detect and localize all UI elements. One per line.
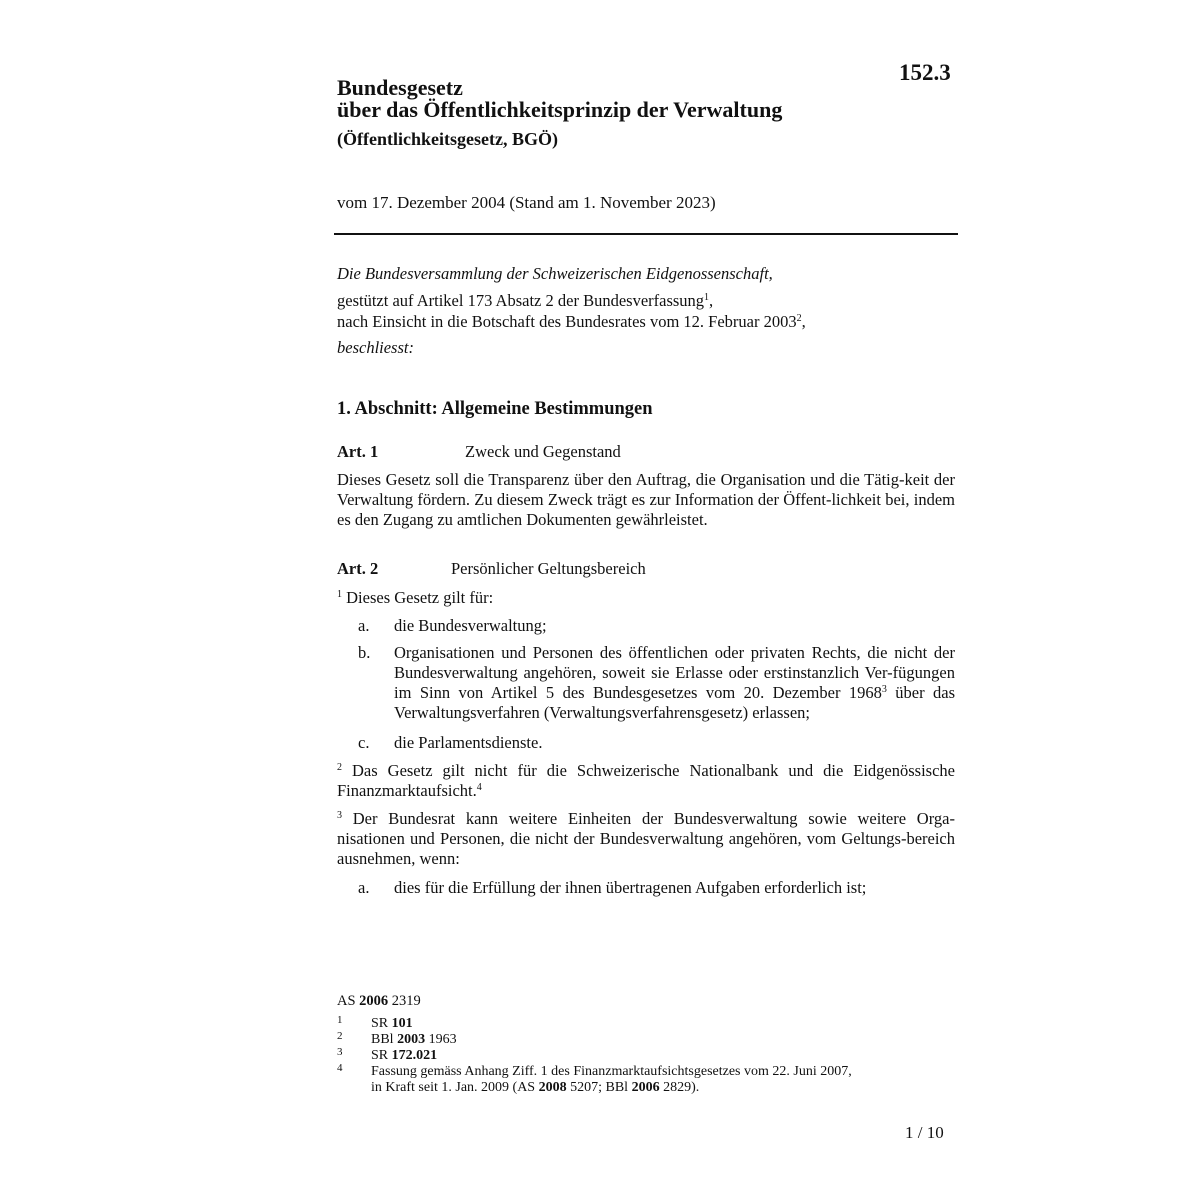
footnote-4-line-1: Fassung gemäss Anhang Ziff. 1 des Finanzmarktaufsichtsgesetzes vom 22. Juni 2007, [371, 1064, 852, 1079]
list-item-a: die Bundesverwaltung; [394, 616, 547, 635]
page-number: 1 / 10 [905, 1123, 944, 1142]
list-item-a-2: dies für die Erfüllung der ihnen übertragenen Aufgaben erforderlich ist; [394, 878, 867, 897]
footnote-1-prefix: SR [371, 1016, 389, 1031]
list-letter-a-2: a. [358, 878, 370, 897]
footnote-number-3: 3 [337, 1046, 343, 1058]
art2-title: Persönlicher Geltungsbereich [451, 559, 646, 578]
footnote-2-bold: 2003 [397, 1032, 426, 1047]
footnote-4-part-c: 5207; BBl [570, 1080, 629, 1095]
footnote-2 [371, 1032, 951, 1048]
as-page: 2319 [391, 993, 421, 1009]
list-letter-c: c. [358, 733, 370, 752]
footnote-2-suffix: 1963 [428, 1032, 457, 1047]
footnote-ref-4: 4 [476, 782, 482, 793]
list-letter-b: b. [358, 643, 371, 662]
footnote-number-4: 4 [337, 1062, 343, 1074]
list-item-c: die Parlamentsdienste. [394, 733, 543, 752]
art2-paragraph-1 [337, 588, 955, 608]
footnote-3 [371, 1048, 951, 1064]
footnote-4-part-e: 2829). [663, 1080, 700, 1095]
preamble-resolves: beschliesst: [337, 338, 414, 357]
preamble-message-end: , [801, 312, 806, 331]
preamble-enacting-body: Die Bundesversammlung der Schweizerischen Eidgenossenschaft, [337, 264, 773, 283]
footnote-1-bold: 101 [391, 1016, 413, 1031]
list-letter-a: a. [358, 616, 370, 635]
preamble-basis-end: , [709, 291, 714, 310]
as-reference [337, 993, 421, 1010]
art1-text: Dieses Gesetz soll die Transparenz über den Auftrag, die Organisation und die Tätig-keit der Verwaltung fördern. Zu diesem Zweck trägt es zur Information der Öffent-lichkeit bei, indem es den Zugang zu amtlichen Dokumenten gewährleistet. [337, 470, 955, 529]
paragraph-number: 1 [337, 589, 342, 600]
footnote-4-part-d: 2006 [631, 1080, 660, 1095]
paragraph-text: Dieses Gesetz gilt für: [346, 588, 494, 607]
art2-number: Art. 2 [337, 559, 379, 578]
footnote-ref-2: 2 [796, 313, 802, 324]
as-year: 2006 [359, 993, 389, 1009]
preamble-basis-text: gestützt auf Artikel 173 Absatz 2 der Bundesverfassung [337, 291, 705, 310]
list-item-b-end: über das Verwaltungsverfahren (Verwaltungsverfahrensgesetz) erlassen; [394, 683, 956, 722]
art1-title: Zweck und Gegenstand [465, 442, 621, 461]
footnote-number-2: 2 [337, 1030, 343, 1042]
list-item-b [394, 643, 955, 723]
art2-paragraph-3 [337, 809, 955, 869]
as-prefix: AS [337, 993, 356, 1009]
footnote-4-part-a: in Kraft seit 1. Jan. 2009 (AS [371, 1080, 536, 1095]
preamble-message-text: nach Einsicht in die Botschaft des Bundesrates vom 12. Februar 2003 [337, 312, 797, 331]
title-line-1: Bundesgesetz [337, 75, 463, 100]
art2-paragraph-2 [337, 761, 955, 801]
date-line: vom 17. Dezember 2004 (Stand am 1. November 2023) [337, 193, 716, 212]
footnote-1 [371, 1016, 951, 1032]
footnote-number-1: 1 [337, 1014, 343, 1026]
footnote-ref-1: 1 [704, 292, 710, 303]
footnote-3-bold: 172.021 [391, 1048, 438, 1063]
paragraph-number: 3 [337, 810, 342, 821]
preamble-basis-line [337, 291, 713, 311]
footnote-4-part-b: 2008 [538, 1080, 567, 1095]
title-line-2: über das Öffentlichkeitsprinzip der Verwaltung [337, 97, 783, 122]
section-heading: 1. Abschnitt: Allgemeine Bestimmungen [337, 399, 653, 419]
list-item-b-text: Organisationen und Personen des öffentlichen oder privaten Rechts, die nicht der Bundesverwaltung angehören, soweit sie Erlasse oder erstinstanzlich Ver-fügungen im Sinn von Artikel 5 des Bundesgesetzes vom 20. Dezember 1968 [394, 643, 955, 702]
short-title: (Öffentlichkeitsgesetz, BGÖ) [337, 129, 558, 149]
sr-number: 152.3 [899, 60, 951, 85]
header-rule [334, 233, 958, 235]
paragraph-text: Der Bundesrat kann weitere Einheiten der Bundesverwaltung sowie weitere Orga-nisationen und Personen, die nicht der Bundesverwaltung angehören, vom Geltungs-bereich ausnehmen, wenn: [337, 809, 955, 868]
footnote-2-prefix: BBl [371, 1032, 394, 1047]
footnote-ref-3: 3 [881, 684, 887, 695]
paragraph-text: Das Gesetz gilt nicht für die Schweizerische Nationalbank und die Eidgenössische Finanzmarktaufsicht. [337, 761, 956, 800]
preamble-message-line [337, 312, 806, 332]
footnote-4-line-2 [371, 1080, 951, 1096]
footnote-3-prefix: SR [371, 1048, 389, 1063]
art1-number: Art. 1 [337, 442, 379, 461]
paragraph-number: 2 [337, 762, 342, 773]
footnote-4 [371, 1064, 951, 1096]
